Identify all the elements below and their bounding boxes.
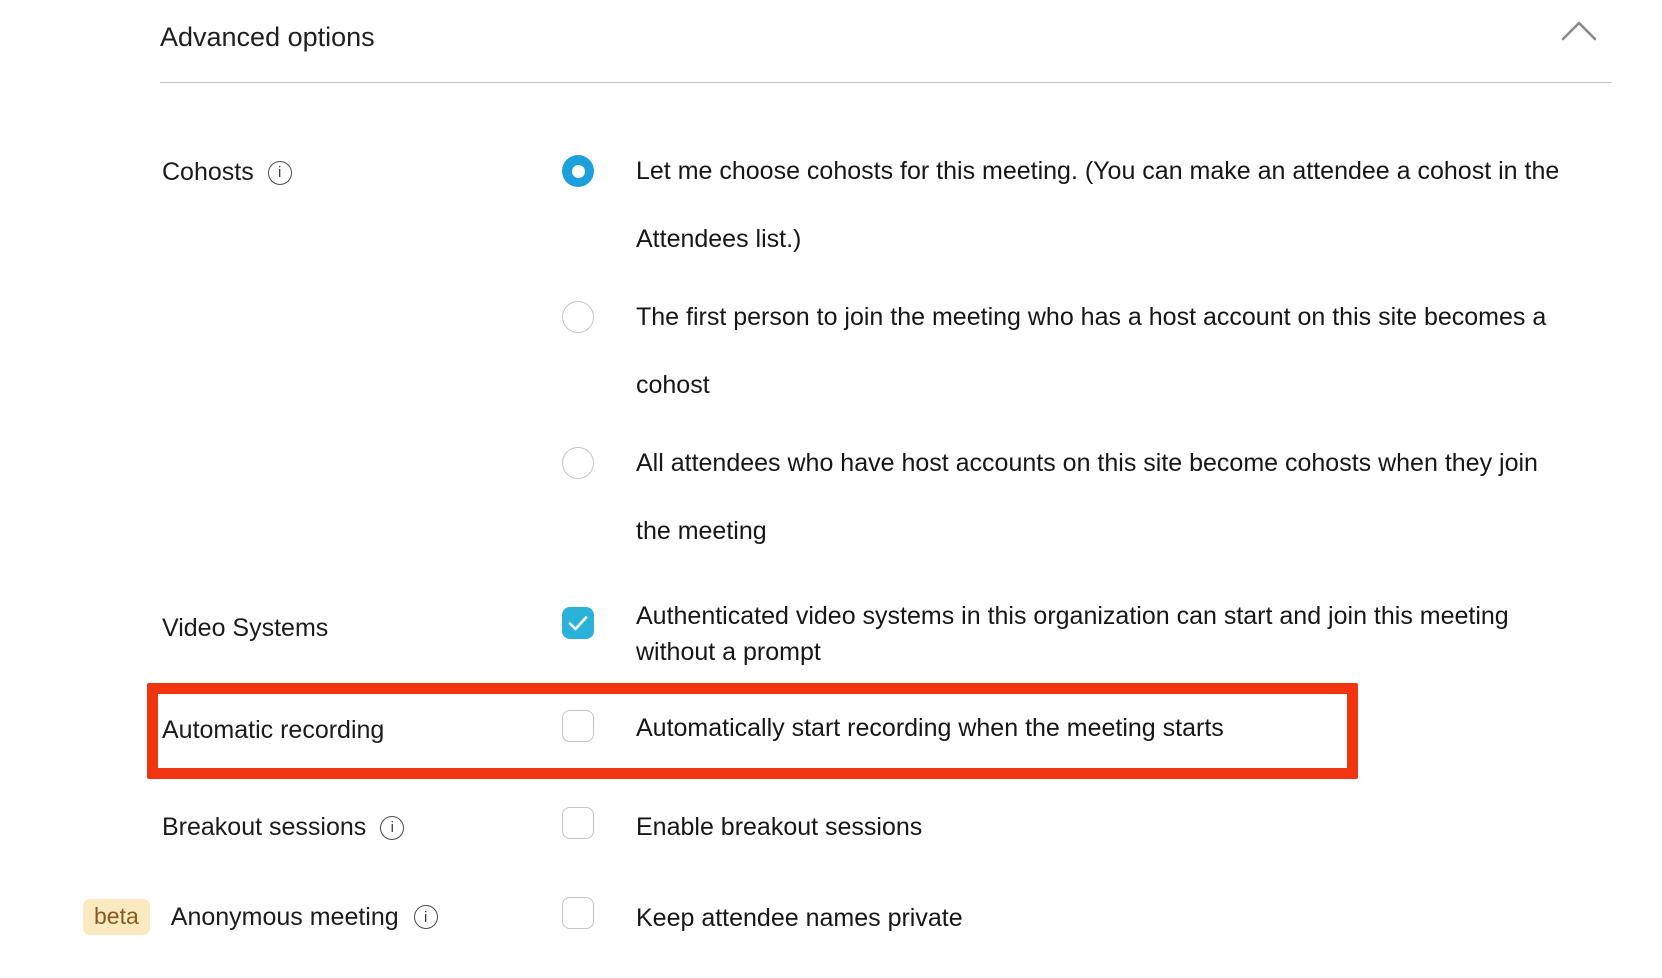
breakout-sessions-label-row <box>162 813 404 842</box>
video-systems-checkbox[interactable] <box>562 607 594 639</box>
anonymous-meeting-label: Anonymous meeting <box>170 902 399 931</box>
info-icon[interactable] <box>414 905 438 929</box>
section-divider <box>160 82 1612 83</box>
automatic-recording-label: Automatic recording <box>162 716 385 744</box>
checkmark-icon <box>568 615 588 631</box>
beta-badge: beta <box>83 899 150 935</box>
checkbox-text-line[interactable]: without a prompt <box>636 638 821 666</box>
option-text-line[interactable]: cohost <box>636 371 710 399</box>
video-systems-label-row <box>162 614 328 643</box>
breakout-sessions-text[interactable]: Enable breakout sessions <box>636 813 923 841</box>
radio-button-selected[interactable] <box>562 155 594 187</box>
cohost-option-2 <box>0 283 1662 423</box>
cohost-option-1 <box>0 137 1662 277</box>
automatic-recording-checkbox[interactable] <box>562 710 594 742</box>
automatic-recording-text[interactable]: Automatically start recording when the meeting starts <box>636 714 1224 742</box>
option-text-line[interactable]: the meeting <box>636 517 767 545</box>
chevron-up-icon[interactable] <box>1560 20 1598 47</box>
option-text <box>636 283 1546 419</box>
radio-button[interactable] <box>562 447 594 479</box>
automatic-recording-label-row <box>162 716 384 745</box>
option-text <box>636 429 1538 565</box>
option-text-line[interactable]: The first person to join the meeting who has a host account on this site becomes a <box>636 303 1547 331</box>
section-title: Advanced options <box>160 22 375 52</box>
anonymous-meeting-text[interactable]: Keep attendee names private <box>636 904 963 932</box>
anonymous-meeting-checkbox[interactable] <box>562 897 594 929</box>
breakout-sessions-checkbox[interactable] <box>562 807 594 839</box>
anonymous-meeting-label-row <box>83 899 438 935</box>
cohost-option-3 <box>0 429 1662 569</box>
cohosts-label: Cohosts <box>162 158 254 186</box>
video-systems-text <box>636 598 1509 670</box>
option-text <box>636 137 1559 273</box>
breakout-sessions-label: Breakout sessions <box>162 813 367 841</box>
video-systems-label: Video Systems <box>162 614 329 642</box>
option-text-line[interactable]: All attendees who have host accounts on this site become cohosts when they join <box>636 449 1538 477</box>
option-text-line[interactable]: Let me choose cohosts for this meeting. (You can make an attendee a cohost in the <box>636 157 1560 185</box>
radio-button[interactable] <box>562 301 594 333</box>
info-icon[interactable] <box>380 816 404 840</box>
option-text-line[interactable]: Attendees list.) <box>636 225 802 253</box>
checkbox-text-line[interactable]: Authenticated video systems in this organization can start and join this meeting <box>636 602 1509 630</box>
